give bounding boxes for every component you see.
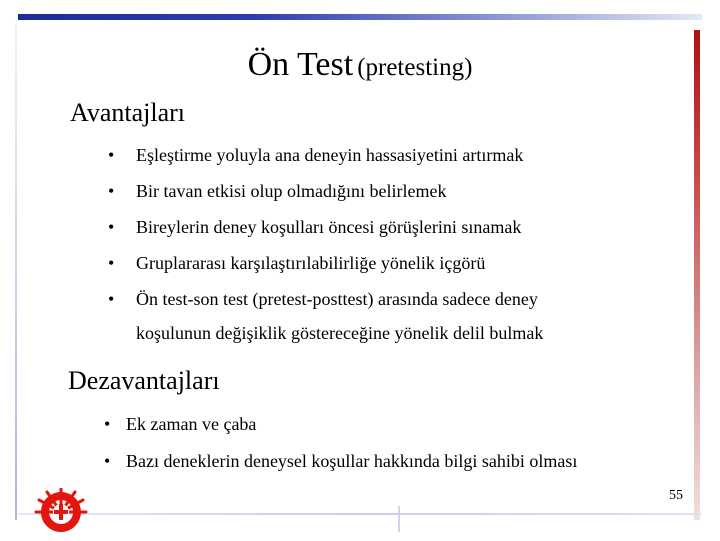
advantage-item (108, 287, 543, 345)
bullet-dot: • (108, 181, 115, 201)
bottom-decorative-tick (398, 506, 400, 532)
advantages-heading: Avantajları (70, 98, 186, 127)
disadvantage-text: Ek zaman ve çaba (126, 414, 257, 434)
page-number: 55 (669, 488, 683, 503)
slide-title-main: Ön Test (247, 46, 354, 83)
advantage-text: Bir tavan etkisi olup olmadığını belirlemek (136, 181, 447, 201)
bullet-dot: • (108, 253, 115, 273)
right-decorative-bar (694, 30, 700, 520)
advantage-item (108, 143, 543, 179)
advantage-text: Eşleştirme yoluyla ana deneyin hassasiyetini artırmak (136, 145, 524, 165)
bullet-dot: • (104, 414, 111, 434)
slide-title-sub: (pretesting) (357, 54, 473, 81)
disadvantages-list (104, 412, 577, 486)
university-logo-icon (30, 488, 92, 536)
advantage-item (108, 179, 543, 215)
advantages-list (108, 143, 543, 345)
disadvantage-item (104, 412, 577, 449)
bullet-dot: • (108, 217, 115, 237)
advantage-text: Gruplararası karşılaştırılabilirliğe yönelik içgörü (136, 253, 486, 273)
top-decorative-bar (18, 14, 702, 20)
advantage-text-continuation: koşulunun değişiklik göstereceğine yönelik delil bulmak (136, 323, 544, 343)
advantage-text: Bireylerin deney koşulları öncesi görüşlerini sınamak (136, 217, 522, 237)
disadvantages-heading: Dezavantajları (68, 366, 220, 395)
bullet-dot: • (108, 145, 115, 165)
bullet-dot: • (108, 289, 115, 309)
disadvantage-item (104, 449, 577, 486)
left-decorative-line (15, 22, 17, 520)
advantage-text: Ön test-son test (pretest-posttest) arasında sadece deney (136, 289, 538, 309)
slide-title (0, 46, 720, 84)
advantage-item (108, 251, 543, 287)
bottom-decorative-line (18, 513, 702, 515)
bullet-dot: • (104, 451, 111, 471)
advantage-item (108, 215, 543, 251)
disadvantage-text: Bazı deneklerin deneysel koşullar hakkında bilgi sahibi olması (126, 451, 578, 471)
